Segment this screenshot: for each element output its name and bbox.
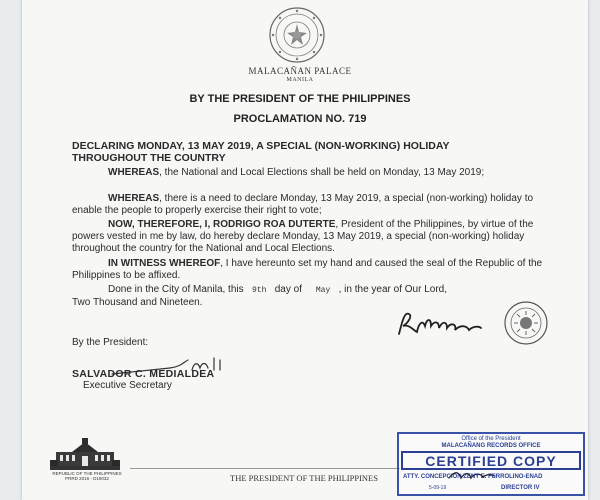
- witness-paragraph: [72, 258, 550, 282]
- p4-rest: , I have hereunto set my hand and caused the seal of the Republic of the Philippines to be affixed.: [72, 258, 543, 281]
- p3-rest: , President of the Philippines, by virtue of the powers vested in me by law, do hereby declare Monday, 13 May 2019, a special (non-working) holiday throughout the country for the National and Local Elections.: [72, 219, 534, 254]
- p5-a: Done in the City of Manila, this: [108, 284, 244, 295]
- p2-rest: , there is a need to declare Monday, 13 May 2019, a special (non-working) holiday to enable the people to properly exercise their right to vote;: [72, 193, 534, 216]
- certified-copy-stamp: [397, 432, 585, 496]
- whereas-paragraph-2: [72, 193, 550, 217]
- p5-day: 9th: [251, 286, 267, 295]
- presidential-seal-icon: [268, 6, 326, 64]
- done-paragraph: [72, 284, 550, 309]
- by-the-president-label: By the President:: [72, 337, 149, 348]
- p1-rest: , the National and Local Elections shall be held on Monday, 13 May 2019;: [159, 167, 485, 178]
- republic-seal-icon: [503, 300, 549, 346]
- rep-line-2: PRRD 2016 - D19032: [65, 476, 109, 481]
- republic-caption: [48, 471, 126, 481]
- palace-city: MANILA: [286, 77, 314, 83]
- stamp-records: MALACAÑANG RECORDS OFFICE: [441, 443, 541, 449]
- malacanang-building-icon: [50, 436, 120, 470]
- title-line-2: THROUGHOUT THE COUNTRY: [72, 152, 226, 164]
- p5-b: day of: [274, 284, 302, 295]
- stamp-office: Office of the President: [461, 436, 521, 442]
- by-president-heading: BY THE PRESIDENT OF THE PHILIPPINES: [189, 93, 411, 105]
- p3-lead: NOW, THEREFORE, I, RODRIGO ROA DUTERTE: [108, 219, 336, 230]
- therefore-paragraph: [72, 219, 550, 255]
- rep-line-1: REPUBLIC OF THE PHILIPPINES: [52, 471, 122, 476]
- stamp-atty: ATTY. CONCEPCION ZENY E. FERROLINO-ENAD: [403, 474, 543, 480]
- whereas-paragraph-1: [72, 167, 550, 179]
- president-signature-icon: [395, 308, 485, 338]
- p5-d: Two Thousand and Nineteen.: [72, 297, 203, 308]
- p1-lead: WHEREAS: [108, 167, 160, 178]
- title-line-1: DECLARING MONDAY, 13 MAY 2019, A SPECIAL (NON-WORKING) HOLIDAY: [72, 140, 450, 152]
- p5-c: , in the year of Our Lord,: [338, 284, 448, 295]
- p5-month: May: [315, 286, 331, 295]
- footer-divider: [130, 468, 400, 469]
- footer-text: THE PRESIDENT OF THE PHILIPPINES: [230, 473, 378, 483]
- secretary-name: SALVADOR C. MEDIALDEA: [72, 368, 215, 380]
- stamp-certified: CERTIFIED COPY: [401, 451, 581, 470]
- p2-lead: WHEREAS: [108, 193, 160, 204]
- secretary-title: Executive Secretary: [83, 380, 172, 391]
- palace-name: MALACAÑAN PALACE: [248, 66, 352, 76]
- proclamation-number: PROCLAMATION NO. 719: [233, 113, 367, 125]
- stamp-date: 5-09-19: [429, 485, 447, 491]
- stamp-director: DIRECTOR IV: [501, 485, 540, 491]
- p4-lead: IN WITNESS WHEREOF: [108, 258, 221, 269]
- proclamation-title: [72, 140, 532, 164]
